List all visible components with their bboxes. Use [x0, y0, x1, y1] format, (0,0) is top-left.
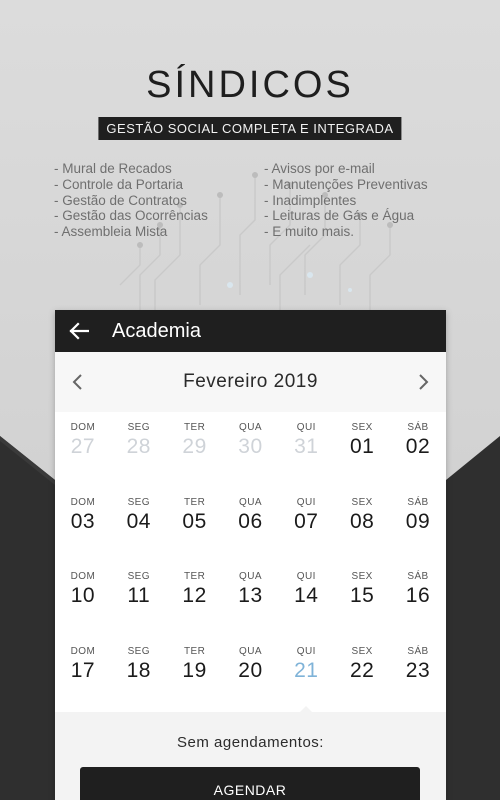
- calendar-day[interactable]: [334, 491, 390, 566]
- calendar-day[interactable]: [278, 491, 334, 566]
- day-number: 28: [126, 435, 151, 458]
- brand-title: SÍNDICOS: [146, 64, 354, 106]
- feature-item: - Leituras de Gás e Água: [264, 208, 415, 224]
- calendar-day[interactable]: [111, 491, 167, 566]
- day-number: 17: [70, 658, 96, 682]
- weekday-label: SÁB: [407, 496, 429, 508]
- weekday-label: SÁB: [407, 645, 429, 657]
- feature-item: - Inadimplentes: [264, 192, 357, 208]
- calendar-day[interactable]: [334, 565, 390, 640]
- day-number: 19: [182, 658, 207, 682]
- day-number: 27: [70, 435, 96, 458]
- calendar-day[interactable]: [167, 640, 223, 715]
- day-number: 06: [238, 509, 263, 533]
- day-number: 21: [294, 658, 319, 682]
- day-number: 16: [405, 584, 431, 607]
- feature-item: - Manutenções Preventivas: [264, 176, 428, 192]
- calendar-day[interactable]: [334, 416, 390, 491]
- app-card: [55, 310, 446, 800]
- calendar-grid: [55, 412, 446, 714]
- weekday-label: TER: [184, 422, 206, 433]
- day-number: 23: [405, 658, 431, 682]
- weekday-label: SEG: [127, 645, 150, 657]
- calendar-day[interactable]: [111, 416, 167, 491]
- weekday-label: SEX: [351, 496, 373, 508]
- feature-item: - Gestão das Ocorrências: [54, 208, 208, 224]
- calendar-day[interactable]: [55, 416, 111, 491]
- empty-agenda-label: Sem agendamentos:: [177, 734, 324, 751]
- calendar-week: [55, 491, 446, 566]
- weekday-label: SÁB: [407, 571, 429, 582]
- weekday-label: SEG: [127, 571, 150, 582]
- day-number: 13: [238, 584, 263, 607]
- weekday-label: SEX: [351, 645, 373, 657]
- feature-item: - Gestão de Contratos: [54, 192, 187, 208]
- calendar-day[interactable]: [55, 565, 111, 640]
- calendar-day[interactable]: [334, 640, 390, 715]
- calendar-week: [55, 416, 446, 491]
- weekday-label: QUI: [296, 422, 316, 433]
- brand-tagline: GESTÃO SOCIAL COMPLETA E INTEGRADA: [98, 117, 401, 140]
- day-number: 31: [294, 435, 319, 458]
- day-number: 02: [405, 435, 431, 458]
- calendar-week: [55, 565, 446, 640]
- calendar-day[interactable]: [111, 565, 167, 640]
- previous-month-button[interactable]: [63, 368, 91, 396]
- weekday-label: DOM: [70, 422, 96, 433]
- day-number: 20: [238, 658, 263, 682]
- calendar-day[interactable]: [390, 491, 446, 566]
- arrow-left-icon: [69, 322, 89, 340]
- calendar-day[interactable]: [223, 640, 279, 715]
- month-label: Fevereiro 2019: [183, 371, 318, 392]
- day-number: 10: [70, 584, 96, 607]
- calendar-day[interactable]: [223, 565, 279, 640]
- weekday-label: SEX: [351, 422, 373, 433]
- day-number: 07: [294, 509, 319, 533]
- day-number: 05: [182, 509, 207, 533]
- calendar-day[interactable]: [167, 565, 223, 640]
- weekday-label: QUI: [296, 496, 316, 508]
- weekday-label: SÁB: [407, 422, 429, 433]
- calendar-week: [55, 640, 446, 715]
- calendar-day-today[interactable]: [278, 640, 334, 715]
- selected-day-caret: [300, 706, 312, 712]
- calendar-day[interactable]: [167, 491, 223, 566]
- feature-item: - Mural de Recados: [54, 161, 172, 176]
- day-number: 30: [238, 435, 263, 458]
- weekday-label: SEG: [127, 422, 150, 433]
- weekday-label: TER: [184, 496, 206, 508]
- back-button[interactable]: [55, 310, 103, 352]
- features-right-column: [264, 161, 428, 240]
- weekday-label: TER: [184, 571, 206, 582]
- chevron-right-icon: [418, 373, 430, 391]
- schedule-button[interactable]: AGENDAR: [80, 767, 420, 800]
- agenda-panel: [55, 712, 446, 800]
- weekday-label: QUA: [239, 645, 262, 657]
- calendar-day[interactable]: [390, 416, 446, 491]
- features-left-column: [54, 161, 232, 240]
- weekday-label: DOM: [70, 645, 96, 657]
- calendar-day[interactable]: [223, 491, 279, 566]
- calendar-day[interactable]: [167, 416, 223, 491]
- weekday-label: QUA: [239, 571, 262, 582]
- weekday-label: SEX: [351, 571, 373, 582]
- day-number: 12: [182, 584, 207, 607]
- feature-item: - Controle da Portaria: [54, 176, 184, 192]
- chevron-left-icon: [71, 373, 83, 391]
- app-header: [55, 310, 446, 352]
- weekday-label: DOM: [70, 571, 96, 582]
- feature-item: - Assembleia Mista: [54, 224, 168, 240]
- day-number: 29: [182, 435, 207, 458]
- weekday-label: QUA: [239, 496, 262, 508]
- day-number: 11: [127, 584, 151, 607]
- feature-item: - E muito mais.: [264, 224, 355, 240]
- weekday-label: QUI: [296, 645, 316, 657]
- page-title: Academia: [112, 319, 201, 342]
- calendar-day[interactable]: [223, 416, 279, 491]
- calendar-day[interactable]: [55, 491, 111, 566]
- weekday-label: QUI: [296, 571, 316, 582]
- calendar-day[interactable]: [278, 565, 334, 640]
- weekday-label: DOM: [70, 496, 96, 508]
- next-month-button[interactable]: [410, 368, 438, 396]
- feature-item: - Avisos por e-mail: [264, 161, 375, 176]
- day-number: 14: [294, 584, 319, 607]
- calendar-day[interactable]: [111, 640, 167, 715]
- weekday-label: QUA: [239, 422, 262, 433]
- day-number: 04: [126, 509, 151, 533]
- day-number: 09: [405, 509, 431, 533]
- day-number: 22: [349, 658, 375, 682]
- calendar-day[interactable]: [278, 416, 334, 491]
- day-number: 08: [349, 509, 375, 533]
- calendar-day[interactable]: [55, 640, 111, 715]
- month-navigation: [55, 352, 446, 412]
- day-number: 18: [126, 658, 151, 682]
- day-number: 03: [70, 509, 96, 533]
- weekday-label: SEG: [127, 496, 150, 508]
- features-list: [54, 161, 474, 240]
- calendar-day[interactable]: [390, 565, 446, 640]
- day-number: 01: [349, 435, 375, 458]
- weekday-label: TER: [184, 645, 206, 657]
- day-number: 15: [349, 584, 375, 607]
- calendar-day[interactable]: [390, 640, 446, 715]
